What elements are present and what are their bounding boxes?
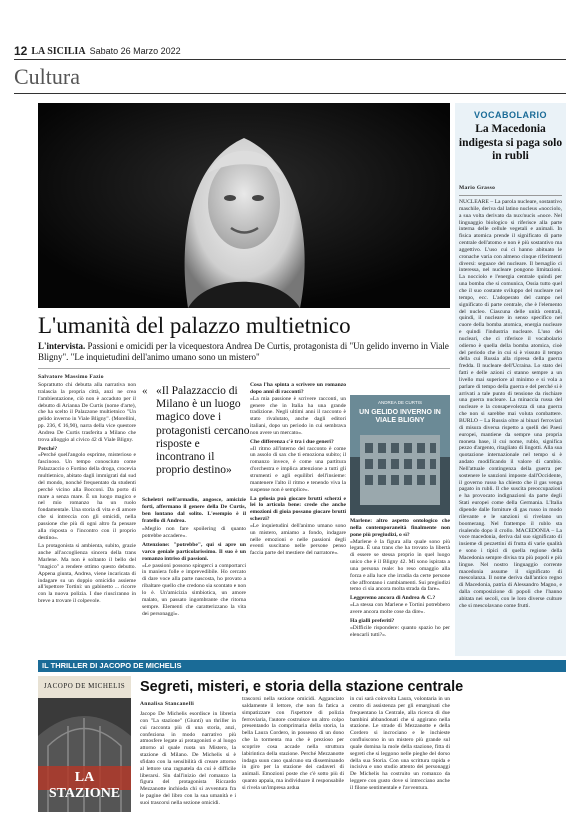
vocabolario-sidebar xyxy=(455,103,566,656)
article-column-1 xyxy=(38,382,136,658)
paragraph: «Meglio non fare spoilering di quanto potrebbe accadere». xyxy=(142,526,246,540)
paragraph: «La mia passione è scrivere racconti, un genere che in Italia ha una grande tradizione. Negli ultimi anni il racconto è stato rivalutato, anche dagli editori italiani, dopo un periodo in cui sembrava non avere un mercato». xyxy=(250,395,346,436)
paragraph: Jacopo De Michelis esordisce in libreria con "La stazione" (Giunti) un thriller in cui racconta più di una storia, anzi, confeziona in modo narrativo più atmosfere legate ai protagonisti e al luogo attorno al quale ruota un Mistero, la stazione di Milano. De Michelis si è sfidato con la sensibilità di creare attorno al lettore una ragnatela da cui è difficile liberarsi. Sin dall'inizio del romanzo la figura del protagonista Riccardo Mezzanotte inchioda chi si avventura fra le pagine del libro con la sua umanità e i suoi trascorsi nella sezione omicidi. xyxy=(140,711,236,806)
article-column-3 xyxy=(250,382,346,658)
sidebar-title: La Macedonia indigesta si paga solo in rubli xyxy=(458,123,563,162)
deck-rule xyxy=(38,368,450,369)
paragraph: «Le passioni possono spingerci a comportarci in maniera folle e imprevedibile. Ho cercato di dare voce alla parte nascosta, ho provato a ribaltare quello che credono sia scontato e non lo è. Un'amicizia simbiotica, un amore malato, un passato ingombrante che ritorna sempre. Elementi che caratterizzano la vita dei personaggi». xyxy=(142,562,246,617)
article-column-2 xyxy=(142,497,246,658)
paragraph: «Le inquietudini dell'animo umano sono un mistero, amiamo a fondo, indagare nelle emozioni e nelle passioni degli eventi suscitano nelle persone penso faccia parte del mestiere del narratore». xyxy=(250,522,346,557)
paragraph: trascorsi nella sezione omicidi. Agganciato saldamente il lettore, che non fa fatica a simpatizzare con l'ispettore di polizia ferroviaria, l'autore costruisce un altro colpo presentando la comprimaria della storia, la bella Laura Cordero, in possesso di un dono che la tormenta ma che è prezioso per scoprire cosa accade nella struttura labirintica della stazione. Perché Mezzanotte indaga suun caso qualcuno sta disseminando in giro per la stazione dei cadaveri di animali. Emozioni poste che c'è sotto più di quanto appaia, ma individuare il responsabile si rivela un'impresa ardua xyxy=(242,696,344,791)
question: Marlene: altro aspetto ontologico che nella contemporaneità finalmente non pone più pregiudizi, o sì? xyxy=(350,518,450,538)
pull-quote xyxy=(142,385,250,495)
book-cover-author: ANDREA DE CURTIS xyxy=(378,400,422,405)
question: Leggeremo ancora di Andrea & C.? xyxy=(350,595,436,602)
book-cover-title: UN GELIDO INVERNO IN VIALE BLIGNY xyxy=(359,409,441,424)
paragraph: «Marlene è la figura alla quale sono più legata. È una trans che ha trovato la libertà di essere se stessa proprio in quel luogo unico che è il Bligny 42. Mi sono ispirata a una persona reale: ho reso omaggio alla forza e alla luce che irradia da certe persone che affrontano i cambiamenti. Sui pregiudizi temo ci sia ancora molta strada da fare». xyxy=(350,538,450,593)
article-byline: Salvatore Massimo Fazio xyxy=(38,374,104,380)
paragraph: «Perché quell'angolo esprime, misterioso e fascinoso. Un tempo conosciuto come Palazzaccio o Fortino della droga, crocevia multietnico, abitato dagli immigrati dal sud del mondo, nonché frequentato da studenti perché vicino alla Bocconi. Da porto di mare a senza mare. È un luogo magico e nel mio romanzo ha un ruolo fondamentale. Una storia di vita e di amore che si intreccia con gli omicidi, nella passione che più di ogni altro fa pensare alla risposta o l'incontro con il proprio destino». xyxy=(38,452,136,541)
article-column-4b xyxy=(350,518,450,658)
paragraph: «Il ritmo all'interno del racconto è come un assolo di sax che ti emoziona subito; il romanzo invece, è come una partitura d'orchestra e implica attenzione a tutti gli strumenti e agli equilibri dell'insieme: mantenere l'alto il ritmo e tenendo viva la suspense non è semplice». xyxy=(250,445,346,493)
thriller-column-1 xyxy=(140,711,236,814)
thriller-column-3 xyxy=(350,696,450,814)
question: Ha gialli preferiti? xyxy=(350,617,395,624)
question: Perché? xyxy=(38,445,58,452)
author-portrait-photo xyxy=(38,103,450,308)
book2-cover-title: LA STAZIONE xyxy=(48,770,121,801)
question: Attenzione: "potrebbe", qui si apre un varco geniale particolarissimo. Il suo è un romanzo intriso di passioni. xyxy=(142,542,246,562)
pull-quote-text: «Il Palazzaccio di Milano è un luogo magico dove i protagonisti cercano risposte e incontrano il proprio destino» xyxy=(156,385,250,477)
deck-text: Passioni e omicidi per la vicequestora Andrea De Curtis, protagonista di "Un gelido inverno in Viale Bligny". "Le inquietudini dell'animo umano sono un mistero" xyxy=(38,341,449,362)
thriller-byline: Annalisa Stancanelli xyxy=(140,701,195,707)
article-column-4 xyxy=(350,382,450,522)
newspaper-brand: LA SICILIA xyxy=(31,45,86,57)
section-title: Cultura xyxy=(14,64,80,89)
paragraph: «Difficile rispondere: quanto spazio ho per elencarli tutti?». xyxy=(350,624,450,638)
issue-date: Sabato 26 Marzo 2022 xyxy=(89,46,181,56)
page-number: 12 xyxy=(14,44,28,58)
paragraph: in cui sarà coinvolta Laura, volontaria in un centro di assistenza per gli emarginati che frequentano la Centrale, alla ricerca di due bambini abbandonati che si aggirano nella stazione. Le strade di Mezzanotte e della Cordero si incrociano e le inchieste confluiscono in un mistero più grande sul quale domina la mole della stazione, fitta di segreti che si leggono nelle pieghe del dorso della sua Storia. Con una scrittura rapida e incisiva e uno studio attento dei personaggi De Michelis ha costruito un romanzo da leggere con gusto dove si intrecciano anche il filone sentimentale e l'avventura. xyxy=(350,696,450,791)
article-deck xyxy=(38,341,450,363)
quote-mark-icon: « xyxy=(142,385,148,397)
sidebar-body: NUCLEARE – La parola nucleare, sostantivo maschile, deriva dal latino nucleus «nocciolo, a sua volta derivato da nux/nucis «noce. Nel linguaggio biologico si riferisce alla parte interna delle cellule vegetali e animali. In fisica atomica prende il significato di parte centrale dell'atomo e non è più sostantivo ma aggettivo. L'uso cui ci hanno abituato le cronache varia con almeno cinque riferimenti diversi: seguace del nucleare. Il bersaglio ci interessa, nel nucleare pongono limitazioni. La nocciolo e l'energia centrale quindi per una bomba che si comunica, Ossia tutto quel che il suo costante sviluppo del nucleare nel tempo, ecc. L'adoperato del campo nel significato di parte centrale, che è l'elemento del nucleo. Ciascuna delle unità centrali, quindi, il nucleare in senso specifico nel cuore della bomba atomica, energia nucleare e quindi l'industria nucleare. L'uso dei nucleari, che ci riferisce il vocabolario odierno è quella della bomba atomica, cioè del periodo che in cui si è vissuto il tempo della cui Russia alla ripresa della guerra fredda. Il nucleare dell'Ucraina. Lo stato dei fatti e delle azioni ci stanno sempre a un livello mai superiore al minimo e si vola a parlare di tempo della guerra e del perché si è arrivati a tale punto di tensione da rischiare una guerra nucleare. La minaccia russa del nucleare e la consapevolezza di una guerra che non si sarebbe mai voluta combattere. BURLO – La Russia oltre ai binari ferroviari di misura diversa rispetto a quelli dei Paesi europei, mantiene da sempre una propria moneta base, il cui nome, rublo, significa pezzo d'argento, ritagliato di lingotti. Alla sua quotazione internazionale nel tempo si è andato modificando il valore di cambio. Nell'attuale contingenza della guerra per sostenere le sanzioni imposte dall'Occidente, il governo russo ha chiesto che il gas venga pagato in rubli. Il che suscita preoccupazioni e ha provocato indignazioni da parte degli Stati europei come della Germania. L'Italia dipende dalle forniture di gas russo in modo rilevante e le sanzioni si rivelano un boomerang. Nel frattempo il rublo sta risalendo dopo il crollo. MACEDONIA – La voce macedonia, deriva dal suo significato di insieme di pezzettini di frutta di varie qualità e sono i tipici di quella regione della Macedonia sempre divisa tra più popoli e più lingue. Nel nostro linguaggio corrente macedonia assume il significato di mescolanza. Il nome deriva dall'antico regno di Macedonia, patria di Alessandro Magno, e dalla composizione di popoli che l'hanno abitata nei secoli, con le loro diverse culture che si mescolavano come frutti. xyxy=(459,199,562,609)
book-cover-la-stazione xyxy=(38,676,131,812)
masthead-rule xyxy=(14,59,566,60)
article-headline: L'umanità del palazzo multietnico xyxy=(38,313,351,338)
column-4-spacer xyxy=(350,380,450,394)
section-rule xyxy=(14,93,566,94)
question: La gelosia può giocare brutti scherzi e lei lo articola bene: crede che anche emozioni di gioia possano giocare brutti scherzi? xyxy=(250,495,346,523)
thriller-column-2 xyxy=(242,696,344,814)
thriller-headline: Segreti, misteri, e storia della stazione centrale xyxy=(140,679,464,695)
thriller-section-bar: IL THRILLER DI JACOPO DE MICHELIS xyxy=(38,660,566,672)
sidebar-kicker: VOCABOLARIO xyxy=(474,110,547,120)
paragraph: La protagonista si ambienta, subito, grazie anche all'accoglienza sincera della trans Marlene. Ma non è soltanto il bello del "magico" a rendere ottimo questo debutto. Appena giunta, Andrea, viene incaricata di indagare su un doppio omicidio assieme all'ispettore Tortini: un gabinetto ... ricorre con la nuova polizia. I due riusciranno in breve a trovare il colpevole. xyxy=(38,543,136,605)
question: Cosa l'ha spinta a scrivere un romanzo dopo anni di racconti? xyxy=(250,382,346,395)
deck-lead: L'intervista. xyxy=(38,341,86,351)
sidebar-author: Mario Grasso xyxy=(459,185,496,191)
paragraph: Soprattutto chi debutta alla narrativa non tralascia la propria città, anzi ne crea l'ambientazione, ciò non è accaduto per il debutto di Arianna De Curtis (nome d'arte), che ha scelto il Palazzone multietnico "Un gelido inverno in Viale Bligny". (Morellini, pp. 236, € 16,90), narra della vice questore Andrea De Curtis trasferita a Milano che trova alloggio al civico 42 di Viale Bligny. xyxy=(38,382,136,443)
sidebar-rule xyxy=(459,195,562,196)
masthead xyxy=(14,44,566,58)
paragraph: Scheletri nell'armadio, angosce, amicizie forti, affermano il genere della De Curtis, ben lontano dal solito. L'esempio è il fratello di Andrea. xyxy=(142,497,246,524)
paragraph: «La stessa con Marlene e Tortini potrebbero avere ancora molte cose da dire». xyxy=(350,602,450,615)
question: Che differenza c'è tra i due generi? xyxy=(250,438,334,445)
book2-cover-author: JACOPO DE MICHELIS xyxy=(43,682,126,690)
portrait-illustration xyxy=(38,103,450,308)
